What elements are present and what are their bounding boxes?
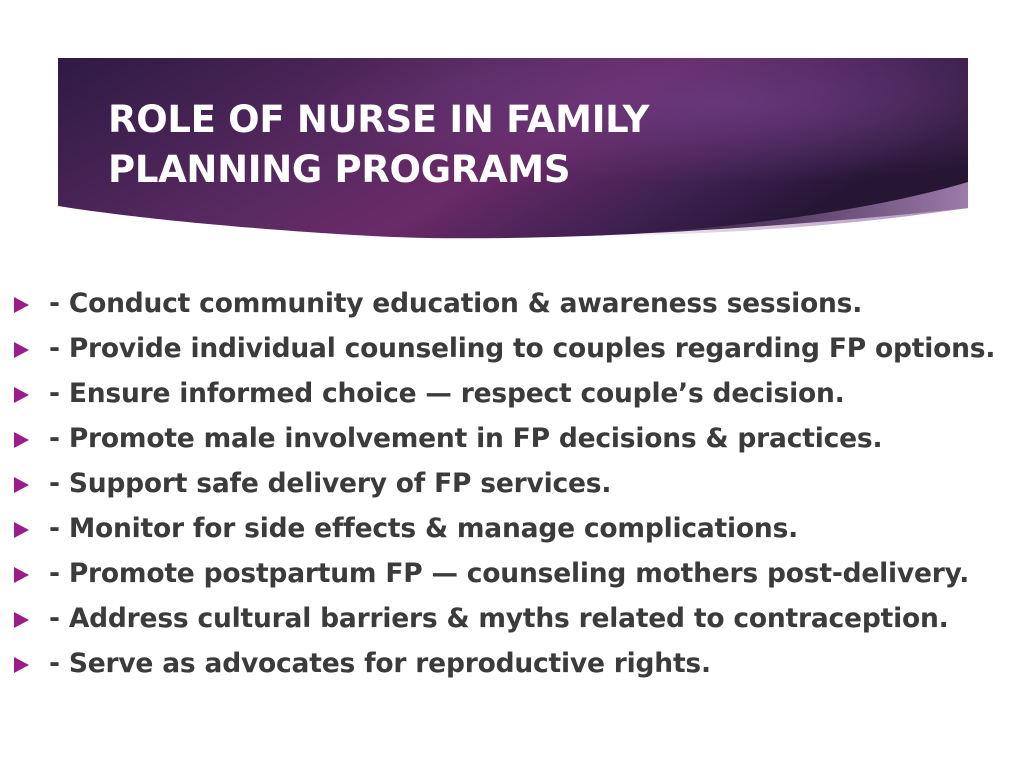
bullet-text: - Ensure informed choice — respect couple’s decision. bbox=[49, 378, 845, 409]
right-triangle-icon bbox=[14, 567, 29, 583]
bullet-item bbox=[0, 648, 1024, 680]
right-triangle-icon bbox=[14, 387, 29, 403]
slide-title-line-1: ROLE OF NURSE IN FAMILY bbox=[108, 98, 650, 141]
bullet-text: - Serve as advocates for reproductive rights. bbox=[49, 648, 711, 679]
right-triangle-icon bbox=[14, 612, 29, 628]
bullet-text: - Monitor for side effects & manage complications. bbox=[49, 513, 799, 544]
bullet-item bbox=[0, 333, 1024, 365]
slide-title-line-2: PLANNING PROGRAMS bbox=[108, 148, 571, 191]
bullet-item bbox=[0, 423, 1024, 455]
bullet-item bbox=[0, 468, 1024, 500]
bullet-text: - Conduct community education & awareness sessions. bbox=[49, 288, 863, 319]
bullet-text: - Provide individual counseling to couples regarding FP options. bbox=[49, 333, 996, 364]
bullet-text: - Address cultural barriers & myths related to contraception. bbox=[49, 603, 949, 634]
slide-title bbox=[108, 95, 928, 195]
right-triangle-icon bbox=[14, 657, 29, 673]
bullet-item bbox=[0, 603, 1024, 635]
bullet-text: - Promote postpartum FP — counseling mothers post-delivery. bbox=[49, 558, 970, 589]
right-triangle-icon bbox=[14, 477, 29, 493]
right-triangle-icon bbox=[14, 297, 29, 313]
right-triangle-icon bbox=[14, 342, 29, 358]
right-triangle-icon bbox=[14, 432, 29, 448]
bullet-text: - Promote male involvement in FP decisions & practices. bbox=[49, 423, 883, 454]
bullet-item bbox=[0, 513, 1024, 545]
bullet-text: - Support safe delivery of FP services. bbox=[49, 468, 612, 499]
bullet-list bbox=[0, 288, 1024, 693]
right-triangle-icon bbox=[14, 522, 29, 538]
bullet-item bbox=[0, 558, 1024, 590]
bullet-item bbox=[0, 378, 1024, 410]
bullet-item bbox=[0, 288, 1024, 320]
